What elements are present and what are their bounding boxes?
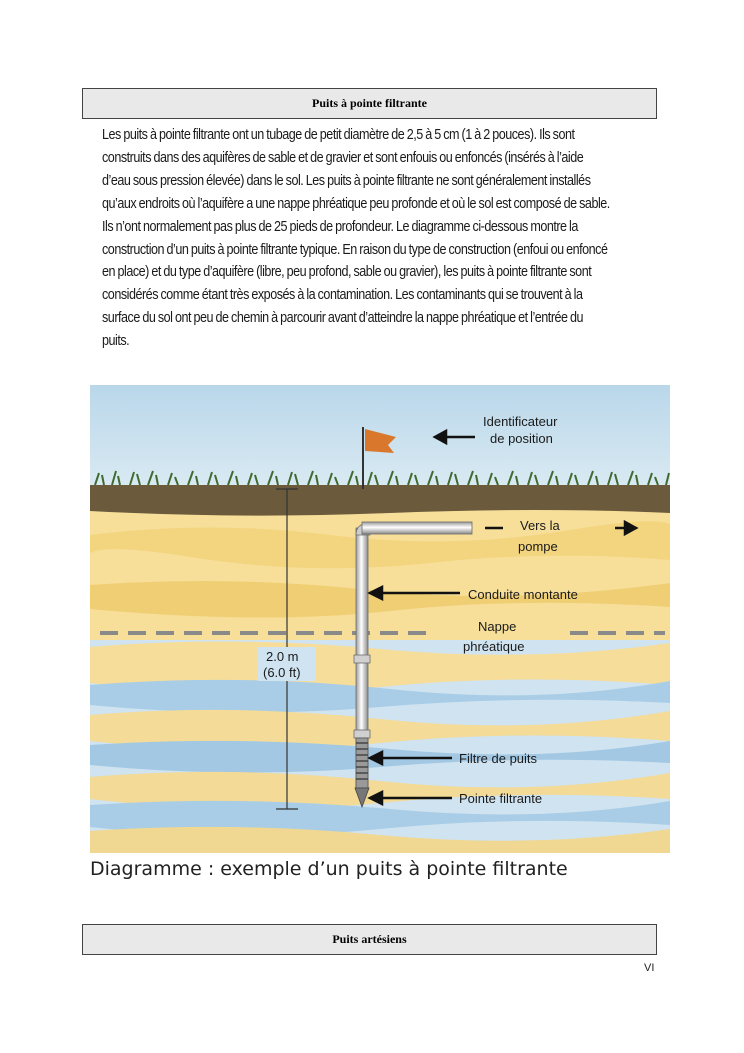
paragraph-line: Ils n’ont normalement pas plus de 25 pieds de profondeur. Le diagramme ci-dessous montre la [102, 218, 578, 235]
section-header-artesian [82, 924, 657, 955]
section-title: Puits à pointe filtrante [312, 96, 427, 110]
section-header-wellpoint [82, 88, 657, 119]
figure-caption: Diagramme : exemple d’un puits à pointe filtrante [90, 858, 568, 880]
corner-mark [82, 112, 83, 119]
paragraph-line: puits. [102, 333, 130, 350]
page-number: VI [644, 962, 655, 974]
label-water-table-2: phréatique [463, 639, 525, 654]
paragraph-line: qu’aux endroits où l’aquifère a une nappe phréatique peu profonde et où le sol est composé de sable. [102, 195, 610, 212]
paragraph-line: construits dans des aquifères de sable et de gravier et sont enfouis ou enfoncés (insérés à l’aide [102, 149, 584, 166]
paragraph-line: considérés comme étant très exposés à la contamination. Les contaminants qui se trouvent à la [102, 287, 583, 304]
section-title: Puits artésiens [332, 932, 407, 946]
label-to-pump-2: pompe [518, 539, 558, 554]
paragraph-line: surface du sol ont peu de chemin à parcourir avant d’atteindre la nappe phréatique et l’entrée du [102, 310, 584, 327]
depth-feet: (6.0 ft) [263, 665, 301, 680]
label-riser: Conduite montante [468, 587, 578, 602]
paragraph-line: en place) et du type d’aquifère (libre, peu profond, sable ou gravier), les puits à pointe filtrante sont [102, 264, 592, 281]
label-to-pump: Vers la [520, 518, 560, 533]
label-position-marker-2: de position [490, 431, 553, 446]
depth-meters: 2.0 m [266, 649, 299, 664]
label-position-marker: Identificateur [483, 414, 558, 429]
paragraph-line: construction d’un puits à pointe filtrante typique. En raison du type de construction (enfoui ou enfoncé [102, 241, 608, 258]
wellpoint-diagram [90, 385, 670, 853]
sand-zone [90, 495, 670, 645]
label-drive-point: Pointe filtrante [459, 791, 543, 806]
paragraph-line: d’eau sous pression élevée) dans le sol. Les puits à pointe filtrante ne sont généralement installés [102, 172, 591, 189]
label-water-table: Nappe [478, 619, 517, 634]
paragraph-line: Les puits à pointe filtrante ont un tubage de petit diamètre de 2,5 à 5 cm (1 à 2 pouces). Ils sont [102, 127, 575, 143]
body-paragraph [102, 124, 611, 353]
label-well-screen: Filtre de puits [459, 751, 538, 766]
well-screen [356, 738, 368, 788]
